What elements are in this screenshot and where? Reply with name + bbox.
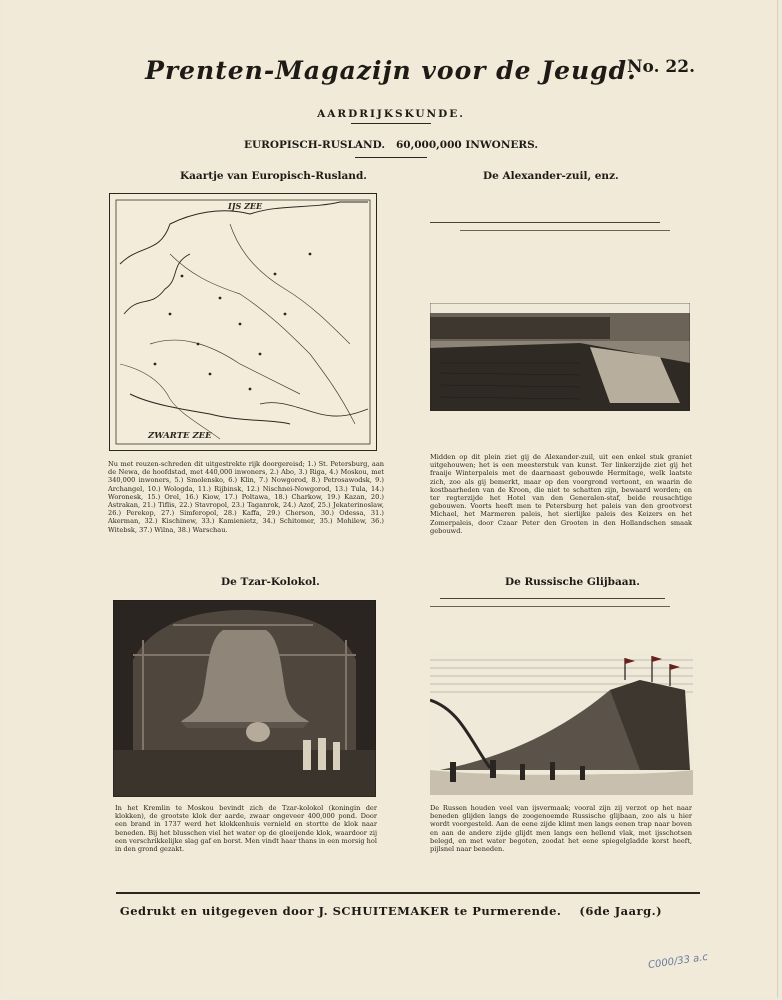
country-heading — [0, 139, 782, 151]
bell-caption: De Tzar-Kolokol. — [221, 576, 320, 588]
column-caption: De Alexander-zuil, enz. — [483, 170, 619, 182]
map-figure — [109, 193, 377, 451]
subject-heading: AARDRIJKSKUNDE. — [317, 108, 465, 120]
alexander-illustration — [430, 303, 690, 411]
country-name: EUROPISCH-RUSLAND. — [243, 139, 385, 151]
population: 60,000,000 INWONERS. — [395, 139, 539, 151]
slide-figure — [430, 650, 693, 795]
column-description: Midden op dit plein ziet gij de Alexander-zuil, uit een enkel stuk graniet uitgehouwen; het is een meesterstuk van kunst. Ter linkerzijde ziet gij het fraaije Winterpaleis met de daarnaast gebouwde Hermitage, welk laatste zich, zoo als gij bemerkt, maar op den voorgrond vertoont, en waarin de kostbaarheden van de Kroon, die niet te schatten zijn, bewaard worden; en ter regterzijde het Hotel van den Generalen-staf, beide reusachtige gebouwen. Voorts heeft men te Petersburg het paleis van den grootvorst Michael, het Marmeren paleis, het sierlijke paleis des Keizers en het Zomerpaleis, door Czaar Peter den Grooten in den Hollandschen smaak gebouwd. — [430, 453, 692, 535]
divider — [430, 222, 660, 223]
map-illustration — [110, 194, 376, 450]
year-label: (6de Jaarg.) — [579, 904, 663, 918]
slide-description: De Russen houden veel van ijsvermaak; vooral zijn zij verzot op het naar beneden glijden langs de zoogenoemde Russische glijbaan, zoo als u hier wordt voorgesteld. Aan de eene zijde klimt men langs eenen trap naar boven en aan de andere zijde glijdt men langs een hellend vlak, met ijsschotsen belegd, en met water begoten, zoodat het eene spiegelgladde korst heeft, pijlsnel naar beneden. — [430, 804, 692, 854]
map-label-black-sea: ZWARTE ZEE — [148, 431, 212, 441]
slide-illustration — [430, 650, 693, 795]
divider — [440, 598, 665, 599]
divider — [460, 230, 670, 231]
bell-illustration — [113, 600, 376, 797]
divider — [355, 157, 427, 158]
page-title: Prenten-Magazijn voor de Jeugd. — [145, 56, 637, 85]
archive-mark: C000/33 a.c — [647, 951, 709, 972]
divider — [430, 606, 670, 607]
printer-line — [0, 904, 782, 918]
bell-figure — [113, 600, 376, 797]
bell-description: In het Kremlin te Moskou bevindt zich de Tzar-kolokol (koningin der klokken), de grootste klok der aarde, zwaar ongeveer 400,000 pond. Door een brand in 1737 werd het klokkenhuis vernield en stortte de klok naar beneden. Bij het blusschen viel het water op de gloeijende klok, waardoor zij een verschrikkelijke slag gaf en borst. Men vindt haar thans in een morsig hol in den grond gezakt. — [115, 804, 377, 854]
map-caption: Kaartje van Europisch-Rusland. — [180, 170, 367, 182]
divider — [351, 123, 431, 124]
map-description: Nu met reuzen-schreden dit uitgestrekte rijk doorgereisd; 1.) St. Petersburg, aan de Newa, de hoofdstad, met 440,000 inwoners, 2.) Abo, 3.) Riga, 4.) Moskou, met 340,000 inwoners, 5.) Smolensko, 6.) Klin, 7.) Nowgorod, 8.) Petrosawodsk, 9.) Archangel, 10.) Wologda, 11.) Rijbinsk, 12.) Nischnei-Nowgorod, 13.) Tula, 14.) Woronesk, 15.) Orel, 16.) Kiow, 17.) Poltawa, 18.) Charkow, 19.) Kazan, 20.) Astrakan, 21.) Tiflis, 22.) Stavropol, 23.) Taganrok, 24.) Azof, 25.) Jekaterinoslaw, 26.) Perekop, 27.) Simferopol, 28.) Kaffa, 29.) Cherson, 30.) Odessa, 31.) Akerman, 32.) Kischinew, 33.) Kamienietz, 34.) Schitomer, 35.) Mohilew, 36.) Witebsk, 37.) Wilna, 38.) Warschau. — [108, 460, 384, 534]
footer-rule — [116, 892, 700, 894]
alexander-figure — [430, 303, 690, 411]
issue-number: No. 22. — [627, 57, 695, 77]
slide-caption: De Russische Glijbaan. — [505, 576, 640, 588]
map-label-ice-sea: IJS ZEE — [228, 201, 263, 211]
printer-imprint: Gedrukt en uitgegeven door J. SCHUITEMAKER te Purmerende. — [119, 904, 562, 918]
